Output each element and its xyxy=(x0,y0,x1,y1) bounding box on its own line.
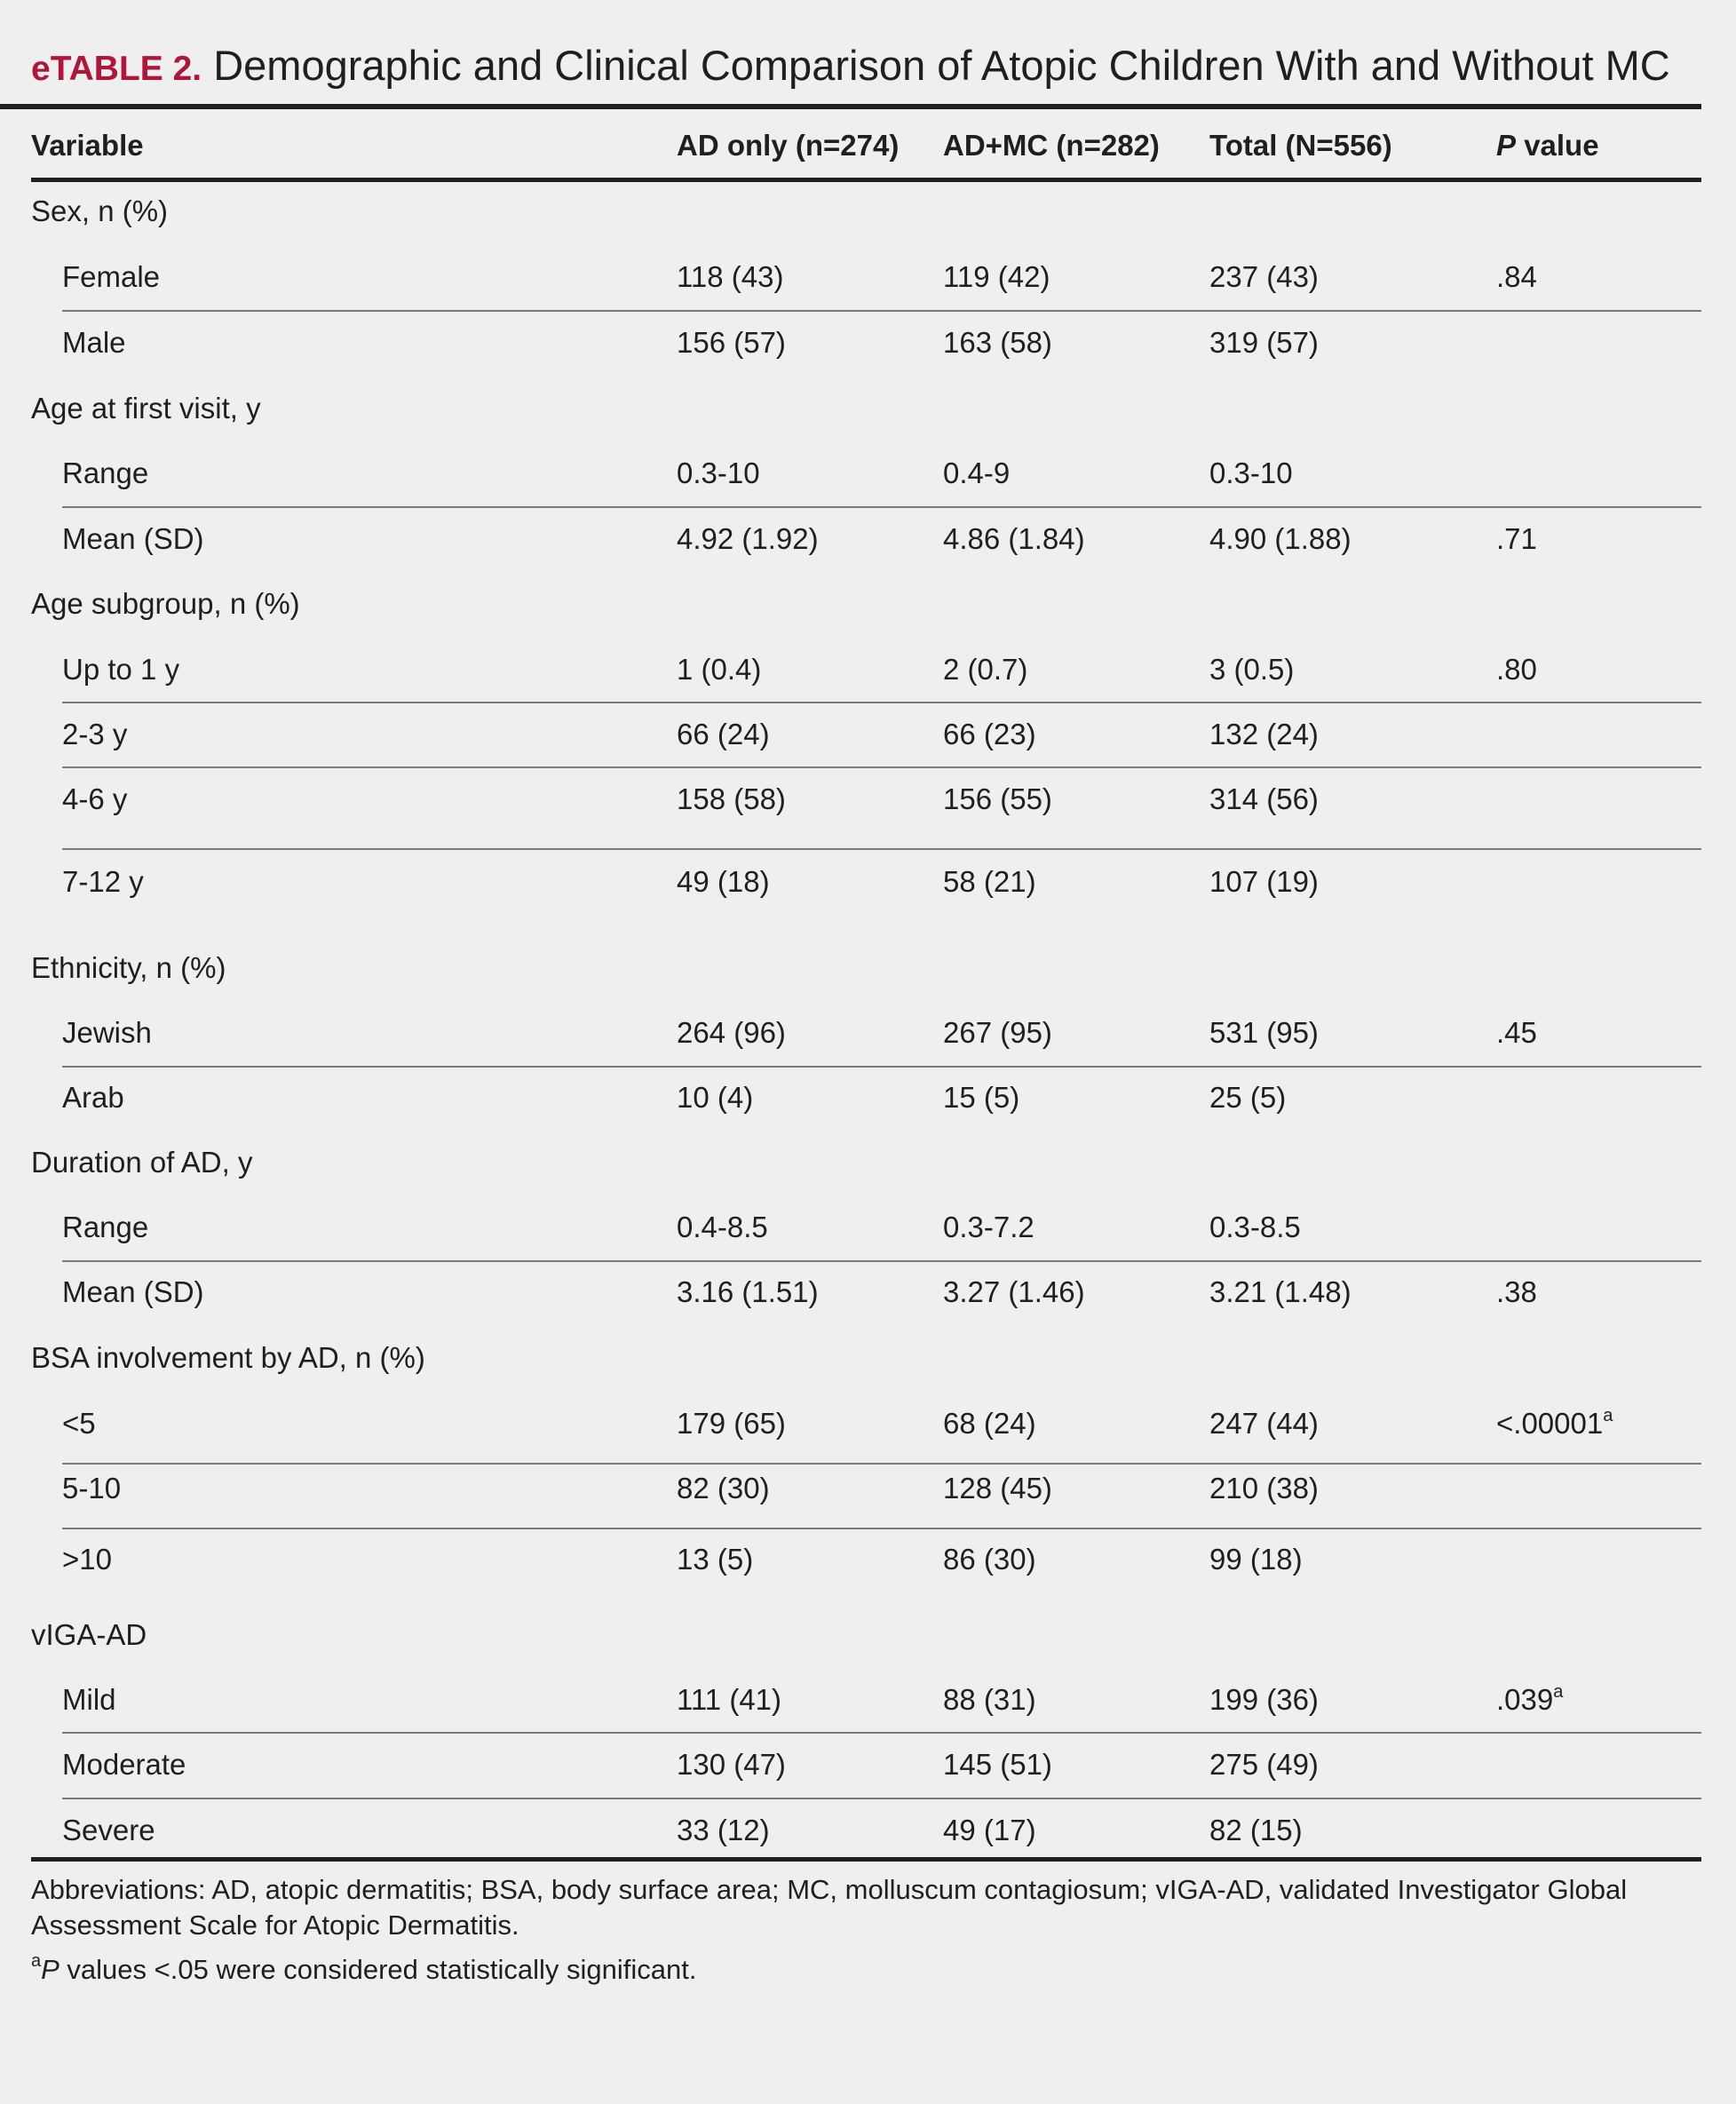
title-rule xyxy=(0,104,1701,109)
significance-marker: a xyxy=(1553,1682,1564,1702)
cell-total: 3.21 (1.48) xyxy=(1209,1275,1352,1308)
cell-ad-mc: 0.3-7.2 xyxy=(943,1211,1034,1243)
cell-total: 237 (43) xyxy=(1209,260,1319,293)
cell-total: 25 (5) xyxy=(1209,1081,1287,1114)
row-label: Moderate xyxy=(62,1748,186,1781)
cell-ad-mc: 267 (95) xyxy=(943,1016,1052,1049)
cell-ad-only: 111 (41) xyxy=(677,1683,782,1716)
row-label: Female xyxy=(62,260,161,293)
cell-ad-only: 118 (43) xyxy=(677,260,784,293)
footnote-abbreviations: Abbreviations: AD, atopic dermatitis; BSA, body surface area; MC, molluscum contagiosum; vIGA-AD, validated Investigator Global Assessment Scale for Atopic Dermatitis. xyxy=(31,1874,1628,1941)
cell-ad-only: 33 (12) xyxy=(677,1814,770,1846)
cell-ad-mc: 49 (17) xyxy=(943,1814,1036,1846)
footnote-marker: a xyxy=(31,1951,42,1971)
row-divider xyxy=(62,848,1701,850)
row-label: Up to 1 y xyxy=(62,653,180,686)
cell-ad-only: 3.16 (1.51) xyxy=(677,1275,819,1308)
cell-total: 275 (49) xyxy=(1209,1748,1319,1781)
cell-p-value: .80 xyxy=(1496,653,1537,686)
cell-total: 4.90 (1.88) xyxy=(1209,522,1352,555)
cell-ad-only: 49 (18) xyxy=(677,865,770,898)
cell-ad-only: 1 (0.4) xyxy=(677,653,762,686)
footnote-significance xyxy=(31,1952,696,1988)
cell-total: 3 (0.5) xyxy=(1209,653,1295,686)
cell-ad-only: 66 (24) xyxy=(677,718,770,750)
cell-total: 82 (15) xyxy=(1209,1814,1303,1846)
cell-p-value: .71 xyxy=(1496,522,1537,555)
header-total: Total (N=556) xyxy=(1209,129,1392,162)
cell-ad-only: 13 (5) xyxy=(677,1543,754,1576)
group-label: BSA involvement by AD, n (%) xyxy=(31,1341,425,1374)
cell-total: 132 (24) xyxy=(1209,718,1319,750)
cell-ad-mc: 66 (23) xyxy=(943,718,1036,750)
row-divider xyxy=(62,310,1701,312)
cell-ad-mc: 156 (55) xyxy=(943,782,1052,815)
row-label: Mild xyxy=(62,1683,116,1716)
cell-p-value xyxy=(1496,1682,1563,1718)
row-label: <5 xyxy=(62,1407,96,1440)
cell-total: 0.3-8.5 xyxy=(1209,1211,1301,1243)
cell-total: 199 (36) xyxy=(1209,1683,1319,1716)
table-label: eTABLE 2. xyxy=(31,50,202,88)
cell-ad-mc: 88 (31) xyxy=(943,1683,1036,1716)
p-value-text: .039 xyxy=(1496,1683,1554,1716)
significance-marker: a xyxy=(1603,1406,1613,1425)
table-title-text: Demographic and Clinical Comparison of Atopic Children With and Without MC xyxy=(213,42,1670,89)
cell-total: 107 (19) xyxy=(1209,865,1319,898)
cell-p-value: .45 xyxy=(1496,1016,1537,1049)
group-label: Age subgroup, n (%) xyxy=(31,587,300,620)
header-p-italic: P xyxy=(1496,129,1517,162)
header-ad-mc: AD+MC (n=282) xyxy=(943,129,1160,162)
row-label: >10 xyxy=(62,1543,112,1576)
row-label: 4-6 y xyxy=(62,782,128,815)
cell-ad-mc: 145 (51) xyxy=(943,1748,1052,1781)
row-label: Range xyxy=(62,1211,149,1243)
row-label: Arab xyxy=(62,1081,124,1114)
header-rule xyxy=(31,178,1701,182)
row-label: Mean (SD) xyxy=(62,522,204,555)
row-divider xyxy=(62,1463,1701,1465)
row-divider xyxy=(62,1732,1701,1734)
cell-ad-only: 10 (4) xyxy=(677,1081,754,1114)
cell-ad-mc: 2 (0.7) xyxy=(943,653,1028,686)
cell-ad-only: 0.3-10 xyxy=(677,457,760,489)
cell-ad-mc: 128 (45) xyxy=(943,1472,1052,1505)
cell-ad-only: 130 (47) xyxy=(677,1748,786,1781)
cell-ad-mc: 163 (58) xyxy=(943,326,1052,359)
row-label: Mean (SD) xyxy=(62,1275,204,1308)
row-divider xyxy=(62,1798,1701,1799)
cell-total: 210 (38) xyxy=(1209,1472,1319,1505)
row-divider xyxy=(62,766,1701,768)
p-value-text: <.00001 xyxy=(1496,1407,1604,1440)
cell-ad-only: 4.92 (1.92) xyxy=(677,522,819,555)
row-label: Male xyxy=(62,326,126,359)
group-label: Age at first visit, y xyxy=(31,392,261,425)
row-divider xyxy=(62,506,1701,508)
cell-total: 319 (57) xyxy=(1209,326,1319,359)
cell-p-value xyxy=(1496,1406,1613,1441)
cell-ad-only: 158 (58) xyxy=(677,782,786,815)
row-divider xyxy=(62,1260,1701,1262)
row-divider xyxy=(62,702,1701,703)
group-label: Ethnicity, n (%) xyxy=(31,951,226,984)
table-title xyxy=(31,41,1718,94)
cell-ad-only: 82 (30) xyxy=(677,1472,770,1505)
cell-total: 314 (56) xyxy=(1209,782,1319,815)
cell-ad-mc: 4.86 (1.84) xyxy=(943,522,1085,555)
row-label: Range xyxy=(62,457,149,489)
footnote-text: values <.05 were considered statistically significant. xyxy=(59,1954,697,1985)
cell-ad-mc: 15 (5) xyxy=(943,1081,1020,1114)
row-label: 7-12 y xyxy=(62,865,144,898)
cell-ad-only: 179 (65) xyxy=(677,1407,786,1440)
header-ad-only: AD only (n=274) xyxy=(677,129,900,162)
cell-ad-only: 0.4-8.5 xyxy=(677,1211,768,1243)
row-divider xyxy=(62,1528,1701,1529)
cell-ad-mc: 68 (24) xyxy=(943,1407,1036,1440)
cell-ad-mc: 0.4-9 xyxy=(943,457,1011,489)
cell-total: 0.3-10 xyxy=(1209,457,1293,489)
group-label: Sex, n (%) xyxy=(31,195,169,227)
footnote-p: P xyxy=(41,1954,59,1985)
header-variable: Variable xyxy=(31,129,144,162)
cell-ad-mc: 3.27 (1.46) xyxy=(943,1275,1085,1308)
cell-ad-mc: 58 (21) xyxy=(943,865,1036,898)
cell-ad-mc: 119 (42) xyxy=(943,260,1050,293)
cell-p-value: .38 xyxy=(1496,1275,1537,1308)
row-label: Jewish xyxy=(62,1016,152,1049)
header-p-value xyxy=(1496,123,1599,168)
cell-ad-mc: 86 (30) xyxy=(943,1543,1036,1576)
cell-p-value: .84 xyxy=(1496,260,1537,293)
bottom-rule xyxy=(31,1857,1701,1862)
cell-ad-only: 264 (96) xyxy=(677,1016,786,1049)
header-p-rest: value xyxy=(1524,129,1599,162)
row-label: Severe xyxy=(62,1814,155,1846)
cell-total: 99 (18) xyxy=(1209,1543,1303,1576)
row-divider xyxy=(62,1066,1701,1068)
cell-total: 247 (44) xyxy=(1209,1407,1319,1440)
cell-ad-only: 156 (57) xyxy=(677,326,786,359)
row-label: 5-10 xyxy=(62,1472,122,1505)
cell-total: 531 (95) xyxy=(1209,1016,1319,1049)
group-label: vIGA-AD xyxy=(31,1618,147,1651)
group-label: Duration of AD, y xyxy=(31,1146,253,1179)
row-label: 2-3 y xyxy=(62,718,128,750)
